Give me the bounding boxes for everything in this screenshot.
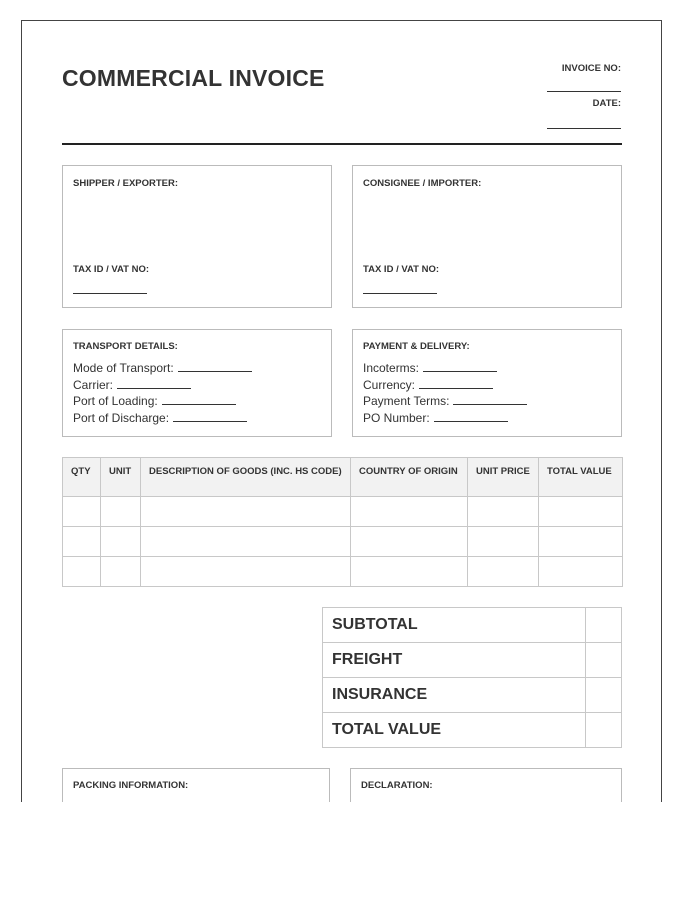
col-unit: UNIT [101,458,141,497]
date-field[interactable] [547,128,621,129]
shipper-tax-label: TAX ID / VAT NO: [73,264,149,275]
currency-label: Currency: [363,377,416,392]
shipper-label: SHIPPER / EXPORTER: [73,178,179,189]
po-number-field[interactable] [434,411,508,422]
table-cell[interactable] [539,497,623,527]
payment-fields [363,360,527,426]
payment-terms-label: Payment Terms: [363,394,450,409]
col-description: DESCRIPTION OF GOODS (INC. HS CODE) [141,458,351,497]
consignee-tax-field[interactable] [363,293,437,294]
po-number-label: PO Number: [363,410,430,425]
table-cell[interactable] [63,557,101,587]
payment-label: PAYMENT & DELIVERY: [363,341,470,352]
freight-value[interactable] [586,643,622,678]
goods-table [62,457,623,587]
totals-row [323,678,622,713]
header-divider [62,143,622,145]
col-total-value: TOTAL VALUE [539,458,623,497]
shipper-box [62,165,332,308]
port-of-discharge-field[interactable] [173,411,247,422]
invoice-no-field[interactable] [547,91,621,92]
table-cell[interactable] [141,527,351,557]
carrier-label: Carrier: [73,377,114,392]
table-cell[interactable] [539,527,623,557]
transport-field-row [73,410,252,427]
port-of-loading-label: Port of Loading: [73,394,158,409]
payment-field-row [363,377,527,394]
port-of-discharge-label: Port of Discharge: [73,410,170,425]
payment-terms-field[interactable] [453,394,527,405]
table-cell[interactable] [468,557,539,587]
subtotal-label: SUBTOTAL [323,608,586,643]
transport-box [62,329,332,437]
total-value-label: TOTAL VALUE [323,713,586,748]
col-country-of-origin: COUNTRY OF ORIGIN [351,458,468,497]
table-cell[interactable] [468,497,539,527]
table-cell[interactable] [539,557,623,587]
declaration-label: DECLARATION: [361,780,433,791]
packing-label: PACKING INFORMATION: [73,780,189,791]
transport-field-row [73,393,252,410]
table-cell[interactable] [141,497,351,527]
carrier-field[interactable] [117,378,191,389]
totals-row [323,608,622,643]
table-cell[interactable] [351,527,468,557]
table-cell[interactable] [101,497,141,527]
table-cell[interactable] [351,557,468,587]
declaration-box [350,768,622,802]
table-cell[interactable] [101,527,141,557]
transport-label: TRANSPORT DETAILS: [73,341,178,352]
invoice-no-label: INVOICE NO: [561,63,621,74]
table-cell[interactable] [351,497,468,527]
total-value-value[interactable] [586,713,622,748]
incoterms-field[interactable] [423,361,497,372]
table-cell[interactable] [101,557,141,587]
invoice-title: COMMERCIAL INVOICE [62,65,325,91]
table-cell[interactable] [468,527,539,557]
totals-row [323,713,622,748]
incoterms-label: Incoterms: [363,361,420,375]
totals-table [322,607,622,748]
consignee-tax-label: TAX ID / VAT NO: [363,264,439,275]
payment-field-row [363,410,527,427]
consignee-box [352,165,622,308]
table-cell[interactable] [141,557,351,587]
transport-field-row [73,377,252,394]
consignee-label: CONSIGNEE / IMPORTER: [363,178,482,189]
port-of-loading-field[interactable] [162,394,236,405]
table-cell[interactable] [63,497,101,527]
payment-field-row [363,393,527,410]
subtotal-value[interactable] [586,608,622,643]
packing-box [62,768,330,802]
payment-field-row [363,360,527,377]
date-label: DATE: [592,98,621,109]
insurance-label: INSURANCE [323,678,586,713]
mode-of-transport-field[interactable] [178,361,252,372]
insurance-value[interactable] [586,678,622,713]
payment-box [352,329,622,437]
table-row [63,557,623,587]
goods-header-row [63,458,623,497]
shipper-tax-field[interactable] [73,293,147,294]
transport-fields [73,360,252,426]
col-qty: QTY [63,458,101,497]
table-row [63,497,623,527]
col-unit-price: UNIT PRICE [468,458,539,497]
transport-field-row [73,360,252,377]
totals-row [323,643,622,678]
invoice-page [21,20,662,802]
freight-label: FREIGHT [323,643,586,678]
table-cell[interactable] [63,527,101,557]
table-row [63,527,623,557]
mode-of-transport-label: Mode of Transport: [73,361,174,375]
currency-field[interactable] [419,378,493,389]
